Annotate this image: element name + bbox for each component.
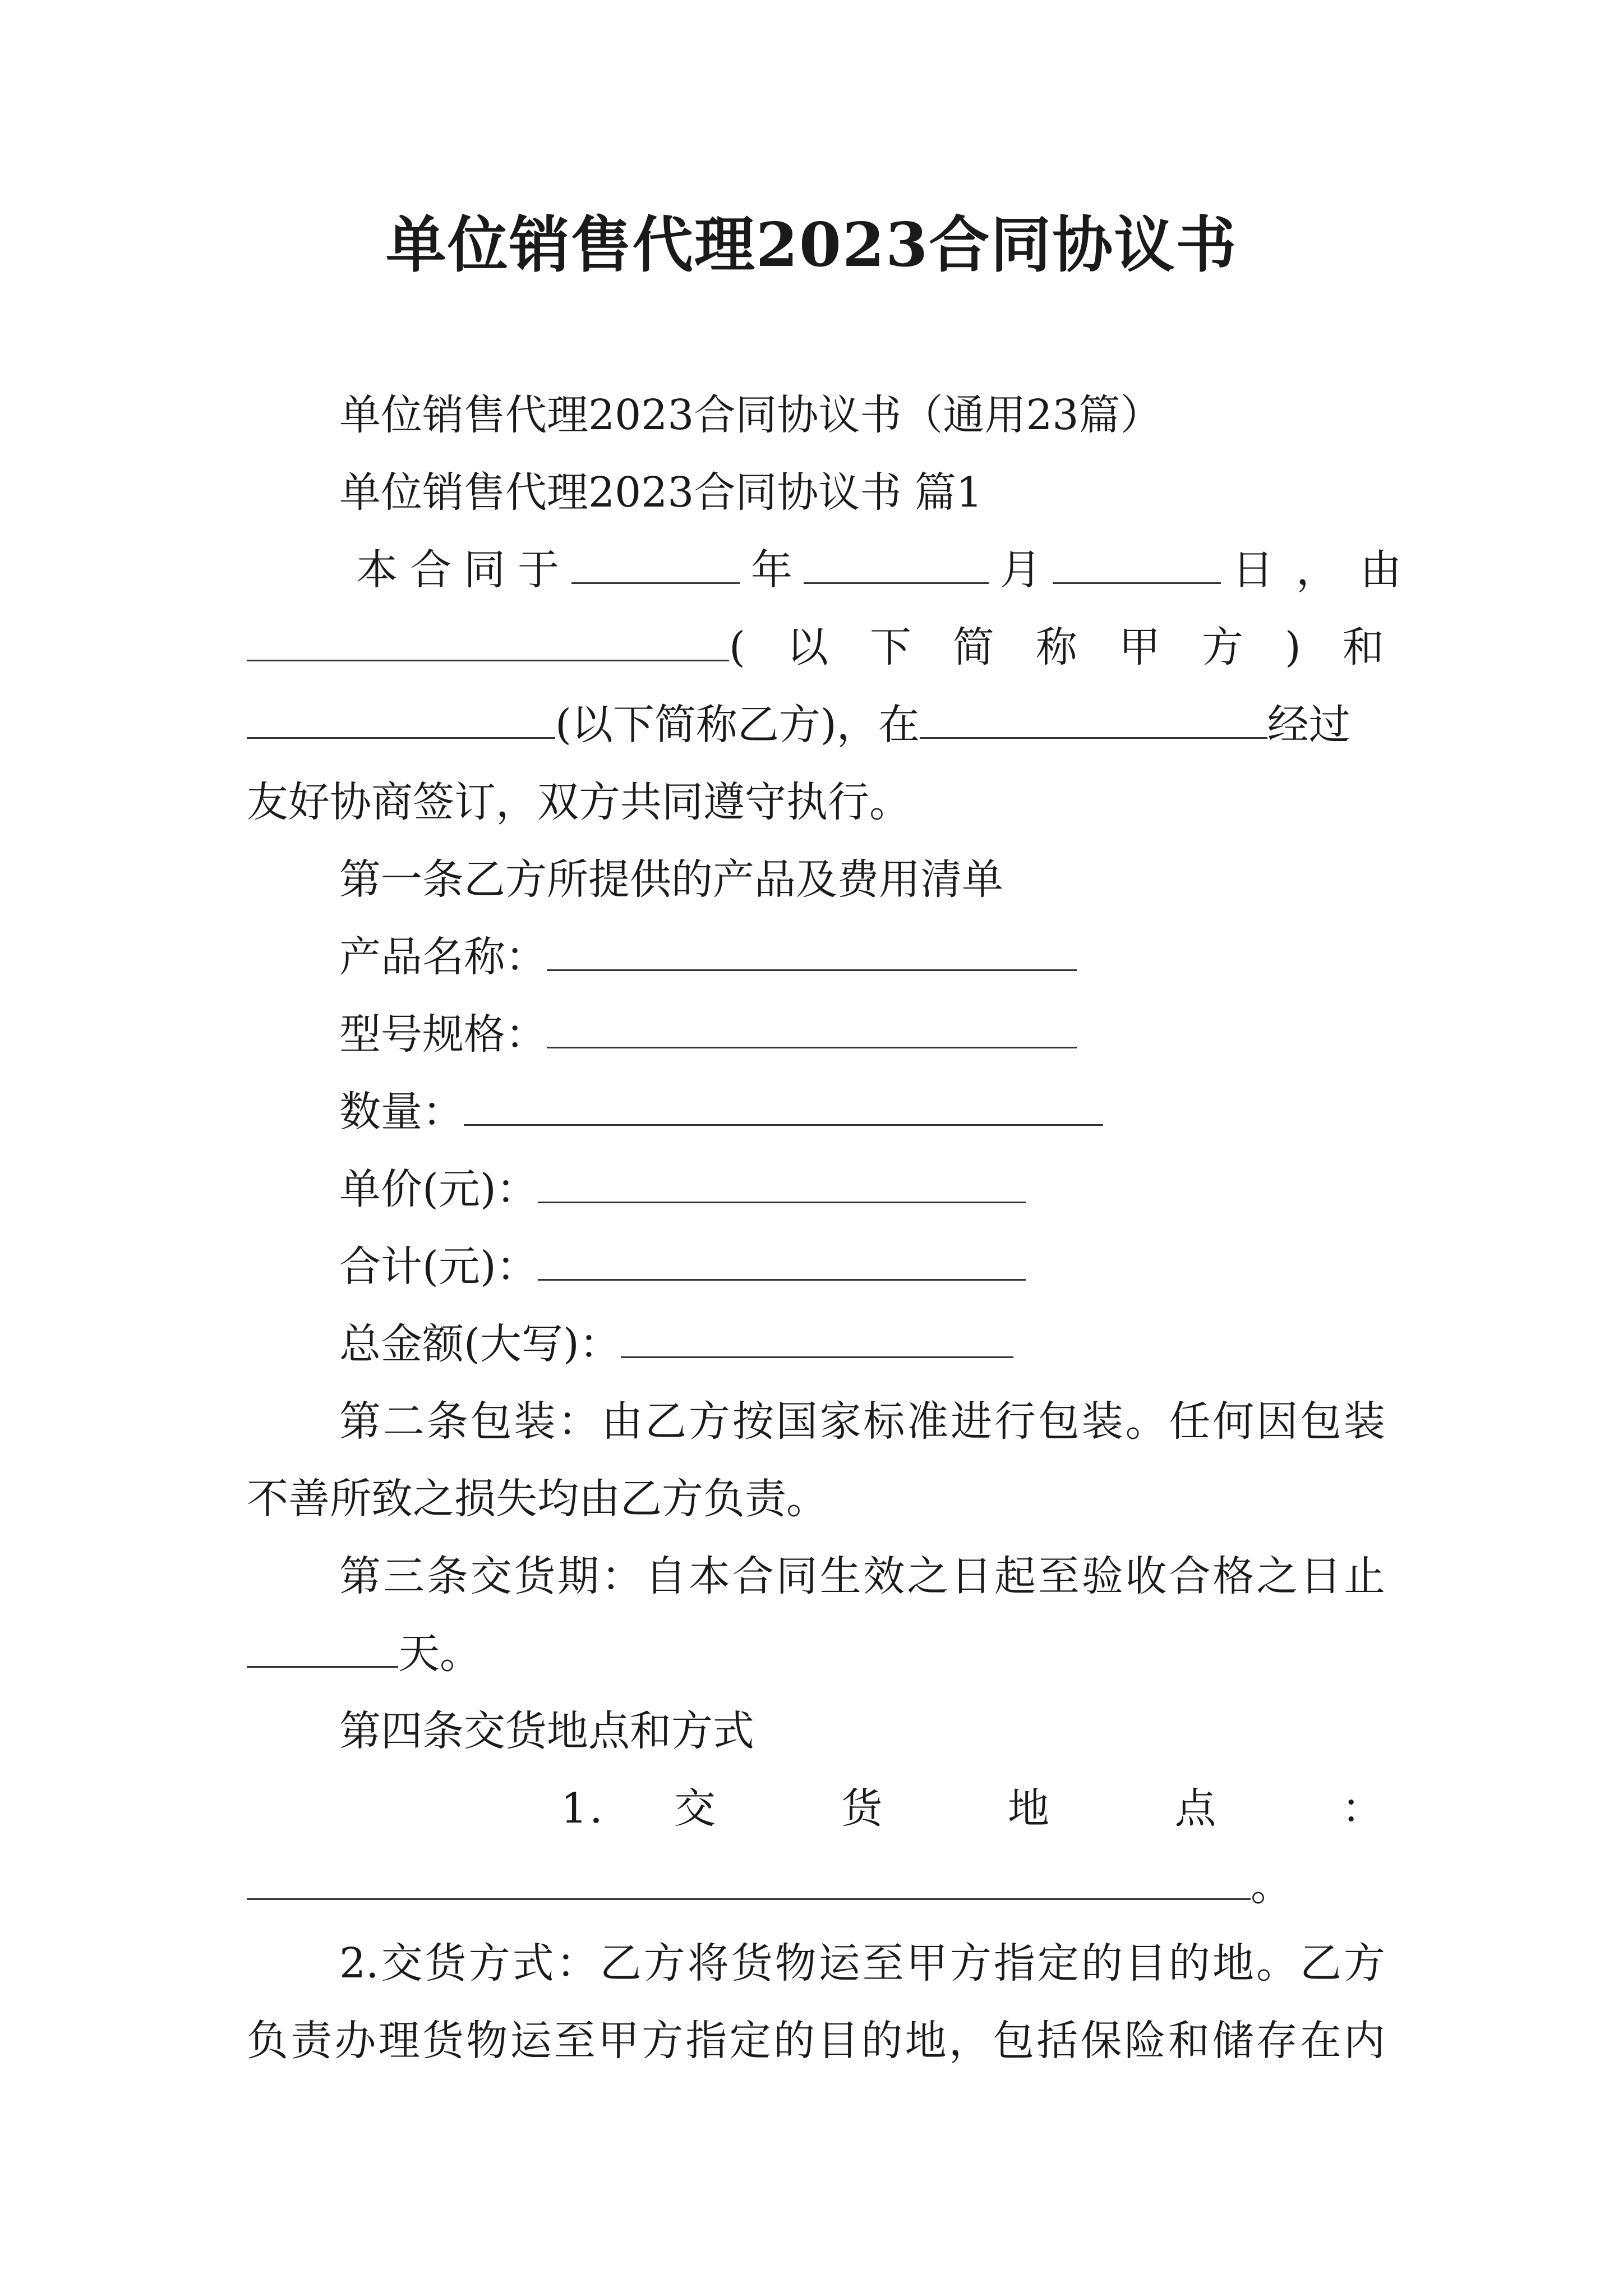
product-name-blank[interactable] [547, 935, 1077, 971]
delivery-place-item: 1. 交 货 地 点 ： [561, 1784, 1385, 1833]
article2-line-1: 第二条包装：由乙方按国家标准进行包装。任何因包装 [339, 1397, 1385, 1446]
quantity-row [339, 1084, 1385, 1140]
article3-line-2 [247, 1626, 1385, 1682]
place-end-label: 经过 [1267, 701, 1350, 749]
total-caps-row [339, 1316, 1385, 1372]
document-subtitle: 单位销售代理2023合同协议书（通用23篇） [339, 391, 1162, 439]
party-a-label: (以下简称甲方)和 [729, 623, 1426, 671]
unit-price-blank[interactable] [538, 1167, 1026, 1203]
year-blank[interactable] [571, 547, 740, 584]
intro-lead: 本合同于 [356, 546, 571, 594]
intro-line-2 [247, 619, 1426, 675]
page-title: 单位销售代理2023合同协议书 [385, 210, 1238, 280]
total-caps-label: 总金额(大写)： [339, 1320, 621, 1368]
total-caps-blank[interactable] [621, 1322, 1013, 1358]
month-label: 月 [1000, 546, 1041, 594]
delivery-place-end: 。 [1251, 1862, 1292, 1910]
days-label: 天。 [398, 1630, 481, 1678]
part-heading: 单位销售代理2023合同协议书 篇1 [339, 468, 983, 517]
article1-heading: 第一条乙方所提供的产品及费用清单 [339, 855, 1003, 904]
day-blank[interactable] [1053, 547, 1221, 584]
subtotal-row [339, 1239, 1385, 1295]
product-name-label: 产品名称： [339, 933, 547, 981]
article4-heading: 第四条交货地点和方式 [339, 1707, 754, 1755]
model-row [339, 1006, 1385, 1062]
subtotal-label: 合计(元)： [339, 1243, 538, 1291]
delivery-days-blank[interactable] [247, 1631, 398, 1668]
model-label: 型号规格： [339, 1010, 547, 1059]
party-a-blank[interactable] [247, 625, 729, 661]
unit-price-row [339, 1161, 1385, 1217]
quantity-label: 数量： [339, 1088, 464, 1136]
intro-closing: 友好协商签订，双方共同遵守执行。 [247, 778, 911, 826]
delivery-method-line-1: 2.交货方式：乙方将货物运至甲方指定的目的地。乙方 [339, 1939, 1385, 1987]
quantity-blank[interactable] [464, 1089, 1103, 1126]
party-b-blank[interactable] [247, 702, 555, 739]
intro-line-3 [247, 697, 1385, 753]
delivery-place-blank[interactable] [247, 1864, 1251, 1900]
unit-price-label: 单价(元)： [339, 1165, 538, 1213]
party-b-label: (以下简称乙方)，在 [555, 701, 920, 749]
year-label: 年 [751, 546, 792, 594]
intro-line-1 [339, 542, 1424, 598]
product-name-row [339, 929, 1385, 985]
article2-line-2: 不善所致之损失均由乙方负责。 [247, 1475, 828, 1523]
day-label: 日，由 [1232, 546, 1424, 594]
delivery-place-row [247, 1858, 1385, 1914]
model-blank[interactable] [547, 1012, 1077, 1048]
month-blank[interactable] [804, 547, 989, 584]
article3-line-1: 第三条交货期：自本合同生效之日起至验收合格之日止 [339, 1552, 1385, 1600]
delivery-method-line-2: 负责办理货物运至甲方指定的目的地，包括保险和储存在内 [247, 2017, 1385, 2065]
place-blank[interactable] [920, 702, 1267, 739]
subtotal-blank[interactable] [538, 1244, 1026, 1281]
